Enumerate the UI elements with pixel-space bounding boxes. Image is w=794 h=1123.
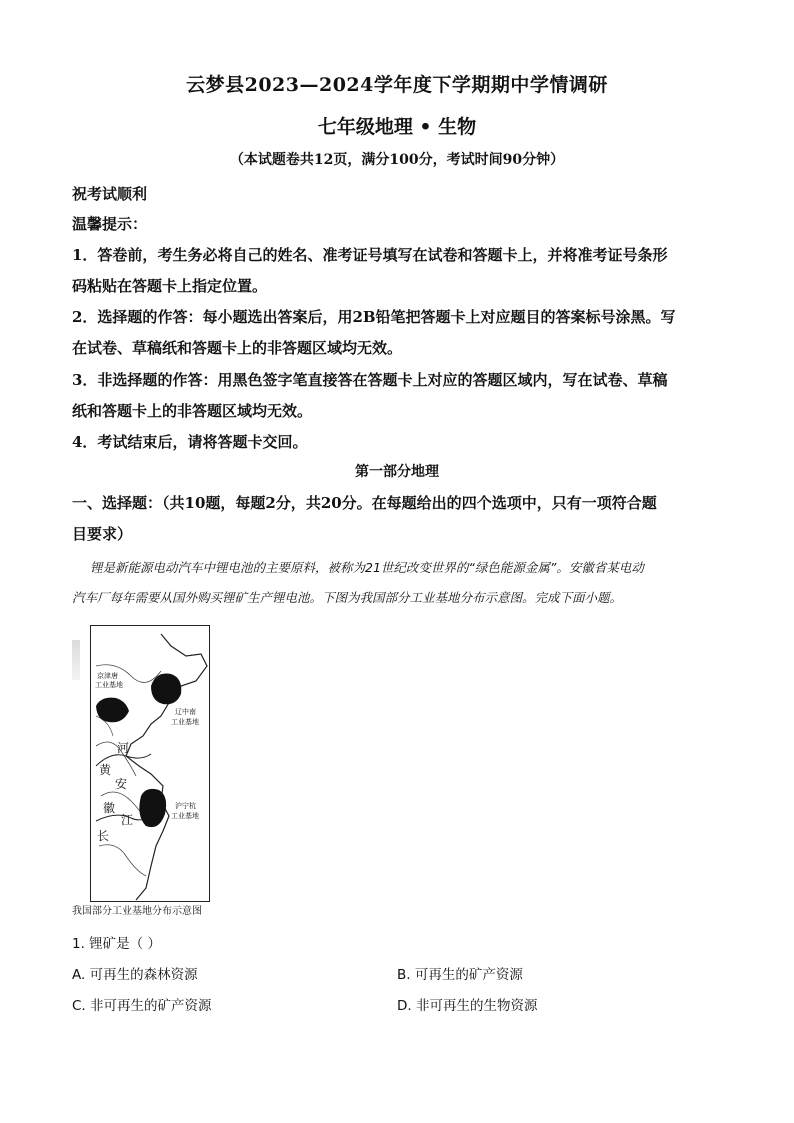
part-instruction: 一、选择题：（共10题，每题2分，共20分。在每题给出的四个选项中，只有一项符合题 [72,494,657,512]
map-label-liaozhongnan-2: 工业基地 [171,718,199,726]
map-label-huang: 黄 [99,763,112,777]
map-label-jiang: 江 [121,813,134,827]
option-d[interactable]: D. 非可再生的生物资源 [397,998,538,1014]
tip-line: 3．非选择题的作答：用黑色签字笔直接答在答题卡上对应的答题区域内，写在试卷、草稿 [72,371,668,389]
greeting: 祝考试顺利 [72,185,148,203]
map-label-huning-2: 工业基地 [171,812,199,820]
exam-info: （本试题卷共12页，满分100分，考试时间90分钟） [229,152,565,168]
option-a[interactable]: A. 可再生的森林资源 [72,967,198,983]
map-caption: 我国部分工业基地分布示意图 [72,906,202,917]
tip-line: 码粘贴在答题卡上指定位置。 [72,277,268,295]
map-label-chang: 长 [97,829,110,843]
map-label-jingjintang-2: 工业基地 [95,681,123,689]
option-b[interactable]: B. 可再生的矿产资源 [397,967,523,983]
exam-title: 云梦县2023—2024学年度下学期期中学情调研 [186,74,608,96]
section-title: 第一部分地理 [355,464,439,480]
tip-line: 纸和答题卡上的非答题区域均无效。 [72,402,313,420]
option-c[interactable]: C. 非可再生的矿产资源 [72,998,212,1014]
tips-heading: 温馨提示： [72,215,148,233]
map-label-an: 安 [115,777,128,791]
tip-line: 在试卷、草稿纸和答题卡上的非答题区域均无效。 [72,339,403,357]
tip-line: 2．选择题的作答：每小题选出答案后，用2B铅笔把答题卡上对应题目的答案标号涂黑。写 [72,308,676,326]
jingjintang-base [96,698,129,723]
question-stem: 1. 锂矿是（ ） [72,936,161,952]
tip-line: 4．考试结束后，请将答题卡交回。 [72,433,308,451]
exam-subject-title: 七年级地理 • 生物 [317,116,477,138]
map-label-he: 河 [117,741,130,755]
passage-line: 汽车厂每年需要从国外购买锂矿生产锂电池。下图为我国部分工业基地分布示意图。完成下面小题。 [72,590,623,605]
tip-line: 1．答卷前，考生务必将自己的姓名、准考证号填写在试卷和答题卡上，并将准考证号条形 [72,246,668,264]
scan-smudge [72,640,80,680]
map-label-huning-1: 沪宁杭 [175,802,196,810]
liaozhongnan-base [151,674,181,705]
map-label-jingjintang-1: 京津唐 [97,672,118,680]
map-label-hui: 徽 [103,801,116,815]
industrial-base-map [90,625,210,902]
part-instruction: 目要求） [72,525,133,543]
map-drawing [91,626,209,901]
map-label-liaozhongnan-1: 辽中南 [175,708,196,716]
passage-line: 锂是新能源电动汽车中锂电池的主要原料，被称为21世纪改变世界的“绿色能源金属”。安徽省某电动 [90,560,644,575]
huning-base [139,789,166,827]
